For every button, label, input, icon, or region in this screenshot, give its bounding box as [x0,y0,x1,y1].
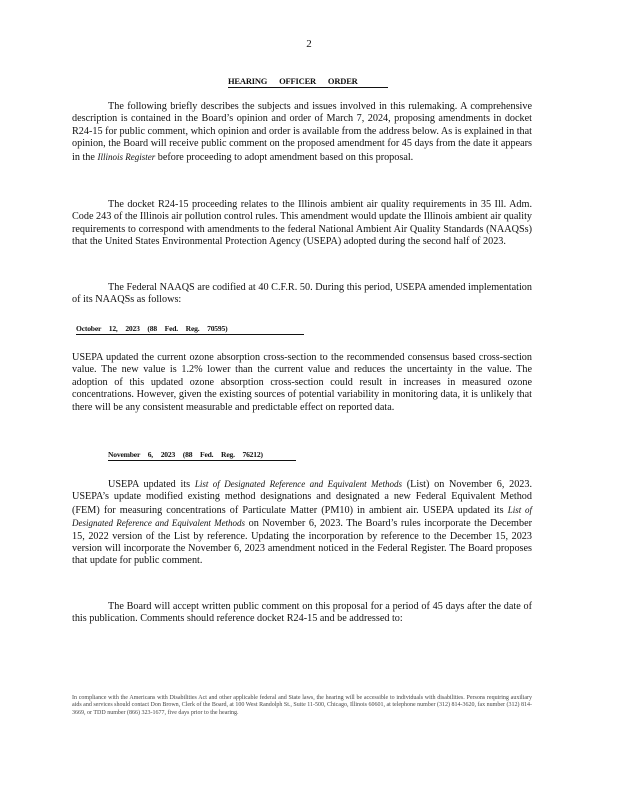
paragraph-federal-naaqs [72,282,532,307]
paragraph-methods-update [72,478,532,568]
paragraph-text: The Federal NAAQS are codified at 40 C.F.R. 50. During this period, USEPA amended implementation of its NAAQSs as follows: [72,282,532,306]
paragraph-text: The docket R24-15 proceeding relates to the Illinois ambient air quality requirements in 35 Ill. Adm. Code 243 of the Illinois air pollution control rules. This amendment would update the Illinois ambient air quality requirements to correspond with amendments to the federal National Ambient Air Quality Standards (NAAQSs) that the United States Environmental Protection Agency (USEPA) adopted during the second half of 2023. [72,199,532,248]
paragraph-text: on November 6, 2023. The Board’s rules incorporate the December 15, 2022 version of the List by reference. Updating the incorporation by reference to the December 15, 2023 version will incorporate the November 6, 2023 amendment noticed in the Federal Register. The Board proposes that update for public comment. [72,518,532,567]
paragraph-text: USEPA updated its [108,479,191,490]
paragraph-text: (List) on November 6, 2023. USEPA’s update modified existing method designations and designated a new Federal Equivalent Method (FEM) for measuring concentrations of Particulate Matter (PM10) in ambient air. USEPA updated its [72,479,533,516]
paragraph-rulemaking-description [72,101,532,164]
paragraph-ozone-update [72,352,532,414]
paragraph-docket-proceeding [72,199,532,249]
accessibility-footer: In compliance with the Americans with Disabilities Act and other applicable federal and State laws, the hearing will be accessible to individuals with disabilities. Persons requiring auxiliary aids and services should contact Don Brown, Clerk of the Board, at 100 West Randolph St., Suite 11-500, Chicago, Illinois 60601, at telephone number (312) 814-3620, fax number (312) 814-3669, or TDD number (866) 323-1677, five days prior to the hearing. [72,695,532,716]
paragraph-text: USEPA updated the current ozone absorption cross-section to the recommended consensus based cross-section value. The new value is 1.2% lower than the current value and reduces the uncertainty in the value. The adoption of this updated ozone absorption cross-section could result in increases in measured ozone concentrations. However, given the existing sources of potential variability in monitoring data, it is unlikely that there will be any consistent measurable and predictable effect on reported data. [72,352,532,413]
paragraph-text: before proceeding to adopt amendment based on this proposal. [157,151,414,163]
list-title: List of Designated Reference and Equivalent Methods [72,504,533,529]
paragraph-public-comment [72,601,532,626]
page-number: 2 [306,38,312,50]
subheading-october: October 12, 2023 (88 Fed. Reg. 70595) [76,324,304,335]
list-title: List of Designated Reference and Equivalent Methods [194,479,403,489]
paragraph-text: The Board will accept written public comment on this proposal for a period of 45 days after the date of this publication. Comments should reference docket R24-15 and be addressed to: [72,601,532,625]
paragraph-text: The following briefly describes the subjects and issues involved in this rulemaking. A comprehensive description is contained in the Board’s opinion and order of March 7, 2024, proposing amendments in docket R24-15 for public comment, which opinion and order is available from the address below. As is explained in that opinion, the Board will receive public comment on the proposed amendment for 45 days from the date it appears in the [72,101,532,163]
publication-title: Illinois Register [97,151,156,162]
section-heading: HEARING OFFICER ORDER [228,76,388,88]
subheading-november: November 6, 2023 (88 Fed. Reg. 76212) [108,450,296,461]
